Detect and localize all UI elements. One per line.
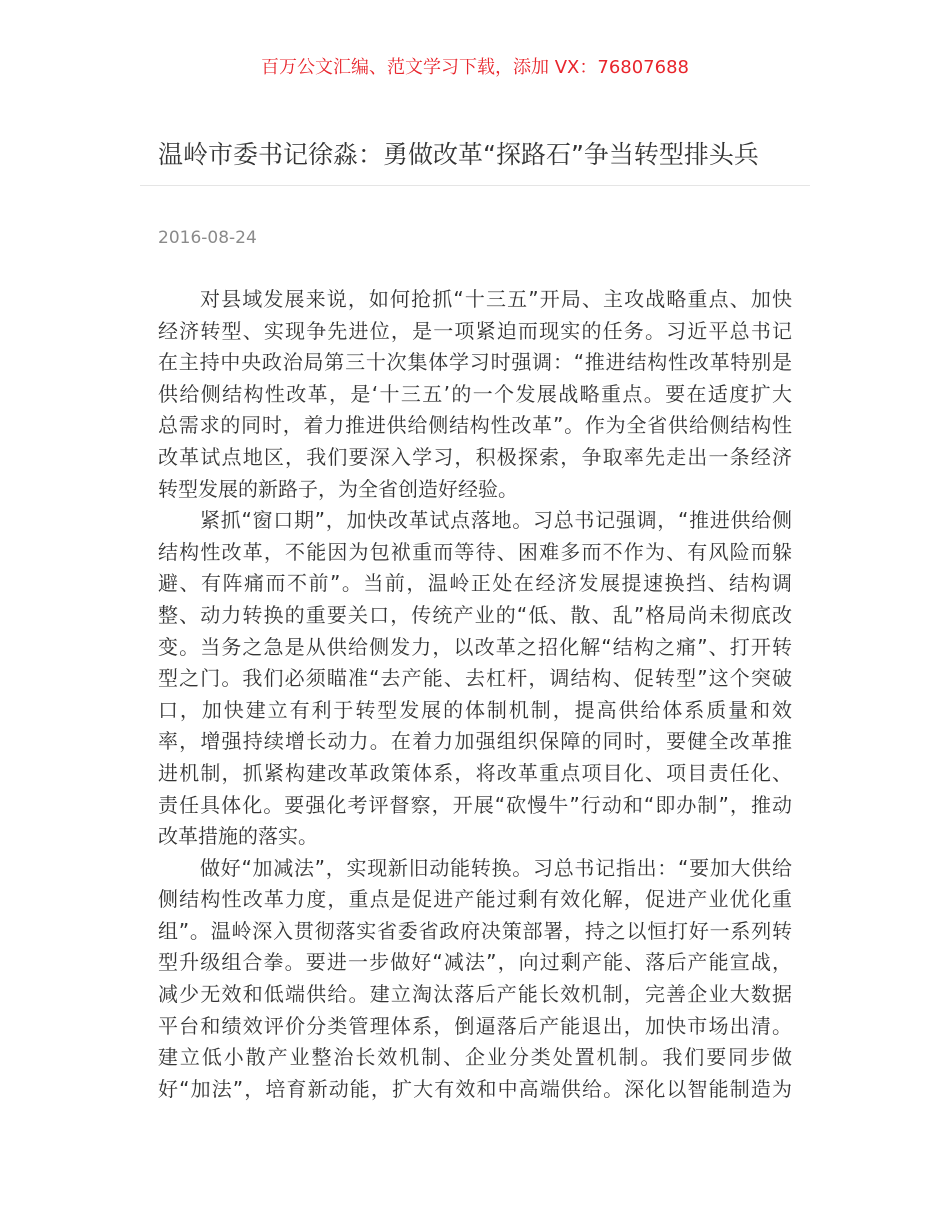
paragraph-line: 进机制，抓紧构建改革政策体系，将改革重点项目化、项目责任化、 [158, 760, 792, 785]
paragraph-line: 组”。温岭深入贯彻落实省委省政府决策部署，持之以恒打好一系列转 [158, 918, 792, 943]
paragraph-line: 责任具体化。要强化考评督察，开展“砍慢牛”行动和“即办制”，推动 [158, 792, 792, 817]
publish-date: 2016-08-24 [158, 228, 257, 248]
title-divider [140, 185, 810, 186]
paragraph-line: 改革措施的落实。 [158, 824, 318, 849]
paragraph-line: 好“加法”，培育新动能，扩大有效和中高端供给。深化以智能制造为 [158, 1076, 792, 1101]
paragraph-line: 做好“加减法”，实现新旧动能转换。习总书记指出：“要加大供给 [200, 855, 792, 880]
paragraph-line: 在主持中央政治局第三十次集体学习时强调：“推进结构性改革特别是 [158, 350, 792, 375]
paragraph-line: 避、有阵痛而不前”。当前，温岭正处在经济发展提速换挡、结构调 [158, 571, 792, 596]
paragraph [158, 505, 792, 853]
paragraph-line: 对县域发展来说，如何抢抓“十三五”开局、主攻战略重点、加快 [200, 287, 792, 311]
paragraph-line: 型之门。我们必须瞄准“去产能、去杠杆，调结构、促转型”这个突破 [158, 666, 792, 691]
paragraph-line: 变。当务之急是从供给侧发力，以改革之招化解“结构之痛”、打开转 [158, 634, 792, 659]
article-body [158, 284, 792, 1105]
paragraph-line: 减少无效和低端供给。建立淘汰落后产能长效机制，完善企业大数据 [158, 982, 792, 1007]
paragraph-line: 型升级组合拳。要进一步做好“减法”，向过剩产能、落后产能宣战， [158, 950, 792, 975]
article-title: 温岭市委书记徐淼：勇做改革“探路石”争当转型排头兵 [158, 140, 759, 169]
paragraph-line: 侧结构性改革力度，重点是促进产能过剩有效化解，促进产业优化重 [158, 887, 792, 912]
paragraph [158, 853, 792, 1106]
paragraph-line: 建立低小散产业整治长效机制、企业分类处置机制。我们要同步做 [158, 1045, 792, 1070]
paragraph-line: 转型发展的新路子，为全省创造好经验。 [158, 476, 518, 501]
paragraph-line: 整、动力转换的重要关口，传统产业的“低、散、乱”格局尚未彻底改 [158, 602, 792, 627]
paragraph [158, 284, 792, 505]
paragraph-line: 改革试点地区，我们要深入学习，积极探索，争取率先走出一条经济 [158, 444, 792, 469]
paragraph-line: 率，增强持续增长动力。在着力加强组织保障的同时，要健全改革推 [158, 729, 792, 754]
paragraph-line: 经济转型、实现争先进位，是一项紧迫而现实的任务。习近平总书记 [158, 318, 792, 343]
paragraph-line: 口，加快建立有利于转型发展的体制机制，提高供给体系质量和效 [158, 697, 792, 722]
paragraph-line: 总需求的同时，着力推进供给侧结构性改革”。作为全省供给侧结构性 [158, 413, 792, 438]
paragraph-line: 平台和绩效评价分类管理体系，倒逼落后产能退出，加快市场出清。 [158, 1013, 792, 1038]
promo-banner: 百万公文汇编、范文学习下载，添加 VX：76807688 [261, 57, 689, 78]
paragraph-line: 结构性改革，不能因为包袱重而等待、困难多而不作为、有风险而躲 [158, 539, 792, 564]
paragraph-line: 紧抓“窗口期”，加快改革试点落地。习总书记强调，“推进供给侧 [200, 508, 792, 533]
paragraph-line: 供给侧结构性改革，是‘十三五’的一个发展战略重点。要在适度扩大 [158, 381, 792, 406]
